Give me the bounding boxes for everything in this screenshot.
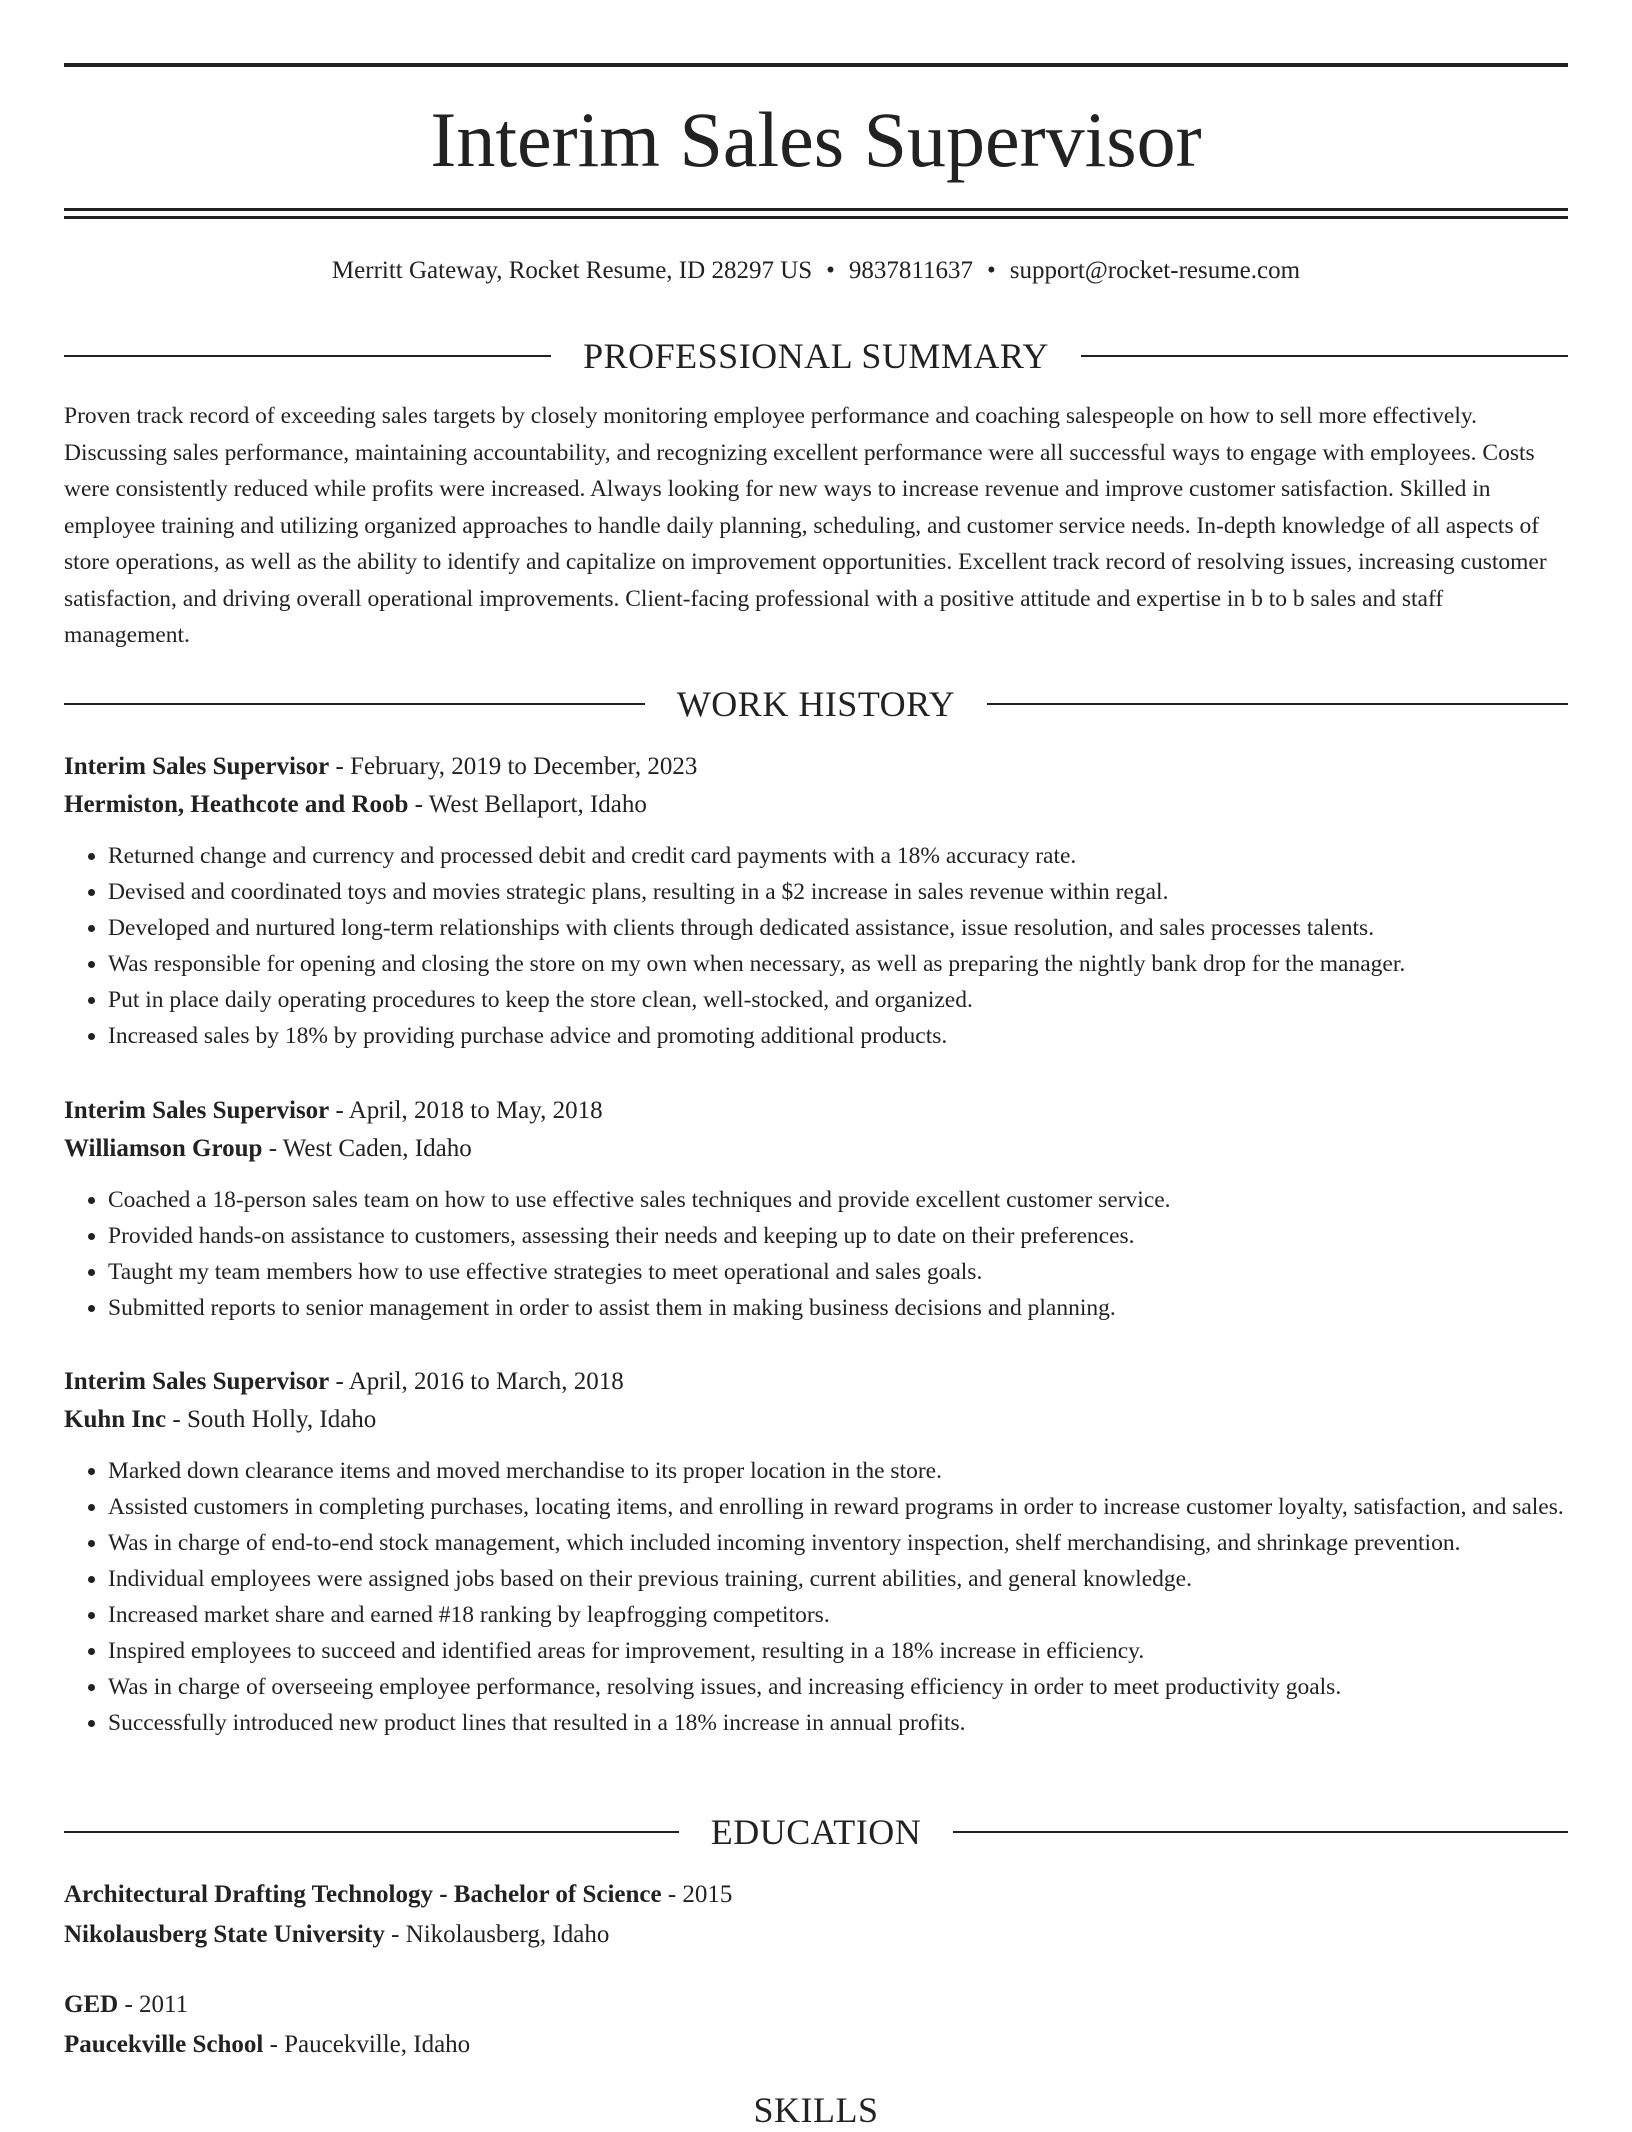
- section-heading-summary: [64, 334, 1568, 378]
- job-dates: - April, 2018 to May, 2018: [329, 1097, 603, 1124]
- job-bullet: • Marked down clearance items and moved merchandise to its proper location in the store.: [108, 1453, 1568, 1489]
- job-title: Interim Sales Supervisor: [64, 753, 330, 780]
- education-entry: [64, 1985, 1568, 2065]
- job-bullet: • Individual employees were assigned jobs based on their previous training, current abilities, and general knowledge.: [108, 1561, 1568, 1597]
- job-company: Hermiston, Heathcote and Roob: [64, 791, 409, 818]
- job-company-line: [64, 1401, 1568, 1439]
- job-location: - West Bellaport, Idaho: [408, 791, 647, 818]
- job-bullet: • Devised and coordinated toys and movies strategic plans, resulting in a $2 increase in sales revenue within regal.: [108, 874, 1568, 910]
- education-location: - Nikolausberg, Idaho: [384, 1921, 610, 1948]
- job-entry: [64, 1363, 1568, 1741]
- job-entry: [64, 1092, 1568, 1326]
- section-heading-label: PROFESSIONAL SUMMARY: [583, 336, 1049, 376]
- heading-rule: [1081, 355, 1568, 357]
- contact-email: support@rocket-resume.com: [1009, 257, 1301, 284]
- job-bullet: • Taught my team members how to use effective strategies to meet operational and sales goals.: [108, 1254, 1568, 1290]
- contact-separator: •: [987, 257, 996, 284]
- heading-rule: [64, 355, 551, 357]
- contact-separator: •: [826, 257, 835, 284]
- education-degree-line: [64, 1875, 1568, 1915]
- heading-rule: [953, 1831, 1568, 1833]
- job-bullet: • Was in charge of end-to-end stock management, which included incoming inventory inspection, shelf merchandising, and shrinkage prevention.: [108, 1525, 1568, 1561]
- title-rule-upper: [64, 208, 1568, 211]
- job-title-line: [64, 1363, 1568, 1401]
- job-title-line: [64, 748, 1568, 786]
- education-degree: GED: [64, 1991, 119, 2018]
- job-bullet: • Returned change and currency and processed debit and credit card payments with a 18% accuracy rate.: [108, 838, 1568, 874]
- job-bullet: • Provided hands-on assistance to customers, assessing their needs and keeping up to date on their preferences.: [108, 1218, 1568, 1254]
- education-location: - Paucekville, Idaho: [263, 2031, 471, 2058]
- heading-rule: [987, 703, 1568, 705]
- section-heading-label: SKILLS: [753, 2090, 879, 2130]
- job-location: - South Holly, Idaho: [166, 1406, 377, 1433]
- education-entry: [64, 1875, 1568, 1955]
- job-title: Interim Sales Supervisor: [64, 1097, 330, 1124]
- job-company: Kuhn Inc: [64, 1406, 167, 1433]
- education-school-line: [64, 2025, 1568, 2065]
- education-school-line: [64, 1915, 1568, 1955]
- job-bullet: • Was responsible for opening and closing the store on my own when necessary, as well as preparing the nightly bank drop for the manager.: [108, 946, 1568, 982]
- education-school: Nikolausberg State University: [64, 1921, 385, 1948]
- job-entry: [64, 748, 1568, 1054]
- job-bullet: • Developed and nurtured long-term relationships with clients through dedicated assistance, issue resolution, and sales processes talents.: [108, 910, 1568, 946]
- job-company-line: [64, 786, 1568, 824]
- job-bullet: • Was in charge of overseeing employee performance, resolving issues, and increasing efficiency in order to meet productivity goals.: [108, 1669, 1568, 1705]
- job-bullet: • Assisted customers in completing purchases, locating items, and enrolling in reward programs in order to increase customer loyalty, satisfaction, and sales.: [108, 1489, 1568, 1525]
- job-bullets: [64, 1453, 1568, 1741]
- education-degree-line: [64, 1985, 1568, 2025]
- education-degree: Architectural Drafting Technology - Bachelor of Science: [64, 1881, 662, 1908]
- top-rule: [64, 63, 1568, 67]
- section-heading-label: EDUCATION: [710, 1812, 922, 1852]
- job-bullet: • Coached a 18-person sales team on how to use effective sales techniques and provide excellent customer service.: [108, 1182, 1568, 1218]
- title-rule-lower: [64, 216, 1568, 219]
- job-bullet: • Increased sales by 18% by providing purchase advice and promoting additional products.: [108, 1018, 1568, 1054]
- job-bullet: • Put in place daily operating procedures to keep the store clean, well-stocked, and organized.: [108, 982, 1568, 1018]
- heading-rule: [64, 703, 645, 705]
- job-company-line: [64, 1130, 1568, 1168]
- job-bullets: [64, 1182, 1568, 1326]
- job-bullet: • Increased market share and earned #18 ranking by leapfrogging competitors.: [108, 1597, 1568, 1633]
- contact-line: [64, 253, 1568, 289]
- job-company: Williamson Group: [64, 1135, 263, 1162]
- section-heading-work-history: [64, 682, 1568, 726]
- education-school: Paucekville School: [64, 2031, 264, 2058]
- job-title-line: [64, 1092, 1568, 1130]
- resume-title: Interim Sales Supervisor: [430, 96, 1202, 183]
- summary-paragraph: Proven track record of exceeding sales targets by closely monitoring employee performance and coaching salespeople on how to sell more effectively. Discussing sales performance, maintaining accountability, and recognizing excellent performance were all successful ways to engage with employees. Costs were consistently reduced while profits were increased. Always looking for new ways to increase revenue and improve customer satisfaction. Skilled in employee training and utilizing organized approaches to handle daily planning, scheduling, and customer service needs. In-depth knowledge of all aspects of store operations, as well as the ability to identify and capitalize on improvement opportunities. Excellent track record of resolving issues, increasing customer satisfaction, and driving overall operational improvements. Client-facing professional with a positive attitude and expertise in b to b sales and staff management.: [64, 403, 1547, 648]
- heading-rule: [64, 1831, 679, 1833]
- job-dates: - February, 2019 to December, 2023: [329, 753, 698, 780]
- job-dates: - April, 2016 to March, 2018: [329, 1368, 624, 1395]
- job-title: Interim Sales Supervisor: [64, 1368, 330, 1395]
- education-year: - 2011: [118, 1991, 189, 2018]
- section-heading-label: WORK HISTORY: [676, 684, 956, 724]
- job-bullet: • Submitted reports to senior management in order to assist them in making business decisions and planning.: [108, 1290, 1568, 1326]
- job-location: - West Caden, Idaho: [262, 1135, 472, 1162]
- education-year: - 2015: [661, 1881, 733, 1908]
- section-heading-education: [64, 1810, 1568, 1854]
- job-bullet: • Inspired employees to succeed and identified areas for improvement, resulting in a 18% increase in efficiency.: [108, 1633, 1568, 1669]
- section-heading-skills: [64, 2088, 1568, 2132]
- contact-address: Merritt Gateway, Rocket Resume, ID 28297 US: [331, 257, 813, 284]
- job-bullets: [64, 838, 1568, 1054]
- contact-phone: 9837811637: [848, 257, 973, 284]
- job-bullet: • Successfully introduced new product lines that resulted in a 18% increase in annual profits.: [108, 1705, 1568, 1741]
